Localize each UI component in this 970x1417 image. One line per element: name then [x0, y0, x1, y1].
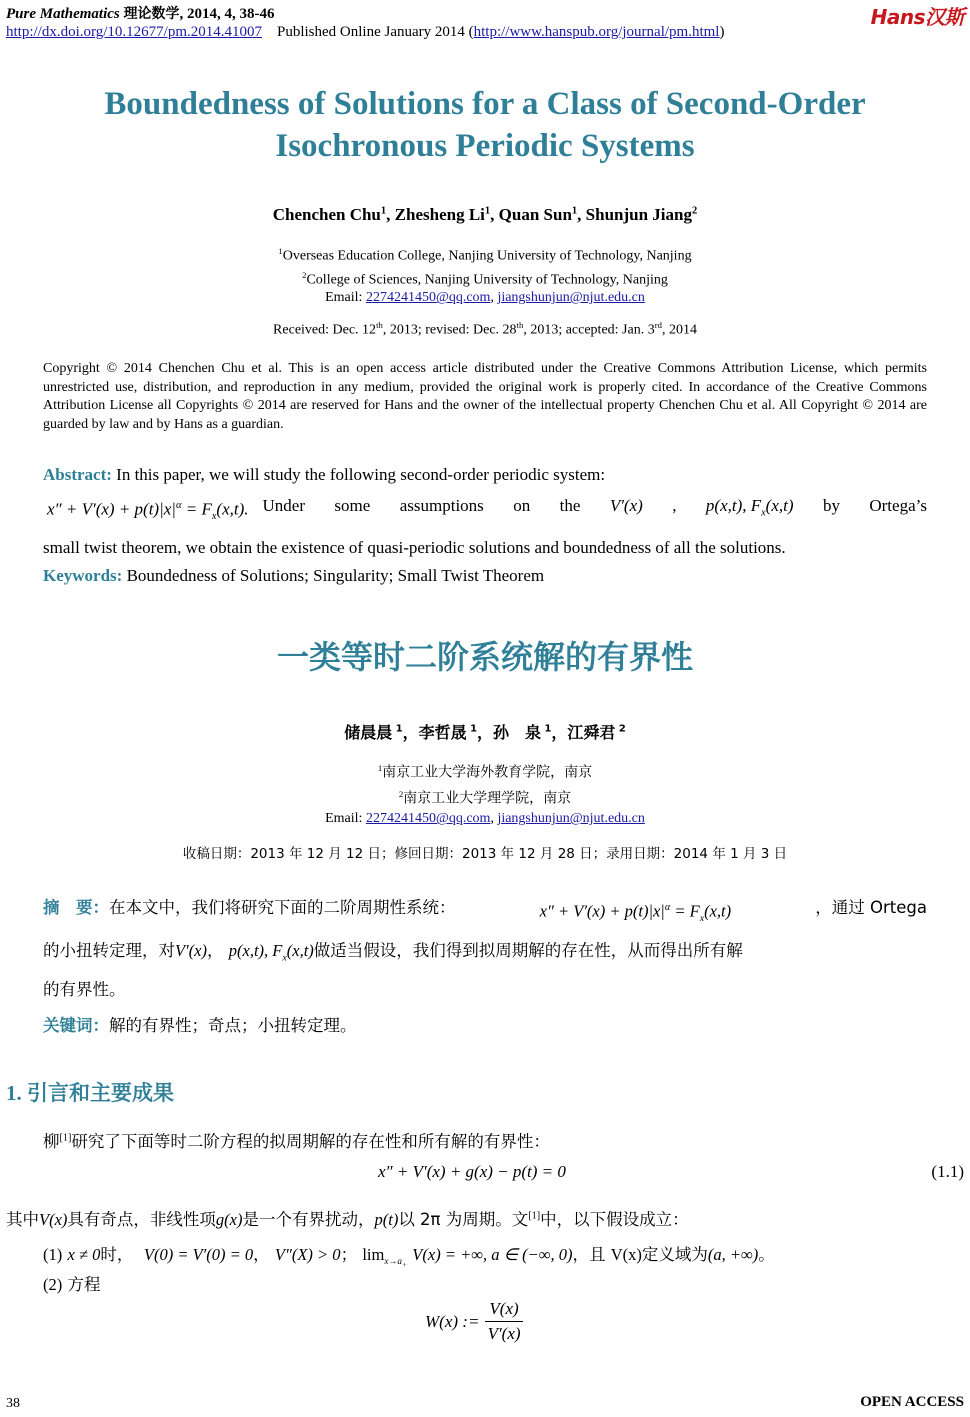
c1-e: V″(X) > 0 [274, 1245, 341, 1264]
eq-cn-part: x″ + V′(x) + p(t)|x| [539, 901, 665, 921]
abstract-cn-line-2 [43, 935, 927, 974]
eq-end: (x,t). [216, 499, 249, 519]
abstract-cn-l2b: ， [207, 940, 229, 960]
abstract-cn-after: ，通过 Ortega [815, 898, 927, 917]
abstract-cn-pf: p(x,t), F [228, 940, 283, 960]
author-1: Chenchen Chu [272, 205, 381, 224]
author-4-sup: 2 [692, 205, 698, 217]
affiliation-cn-1 [0, 758, 970, 784]
affiliation-cn-1-sup: 1 [377, 763, 383, 773]
keywords-cn [43, 1012, 357, 1036]
abstract-cn-equation [540, 892, 731, 935]
eq-sup: α [175, 500, 182, 511]
c1-a: x ≠ 0 [67, 1245, 101, 1264]
journal-name: Pure Mathematics [6, 6, 120, 22]
published-close: ) [719, 24, 725, 40]
email-cn-sep: , [490, 811, 498, 827]
w-numerator: V(x) [485, 1297, 522, 1322]
eq-sub: x [211, 511, 217, 523]
author-cn-3: ，孙 泉 [477, 723, 542, 742]
c1-c: V(0) = V′(0) = 0 [143, 1245, 254, 1264]
authors-cn [0, 720, 970, 743]
affiliation-cn-2-text: 南京工业大学理学院，南京 [403, 790, 572, 807]
affiliation-2 [0, 266, 970, 290]
c1-label: (1) [43, 1245, 63, 1264]
ref-1[interactable]: [1] [59, 1132, 72, 1144]
received-part: Received: Dec. 12 [273, 322, 377, 338]
hans-logo: Hans汉斯 [870, 5, 964, 29]
published-text: Published Online January 2014 ( [276, 24, 474, 40]
author-cn-4: ，江舜君 [551, 723, 616, 742]
p2-p: p(t) [374, 1210, 399, 1229]
author-3: , Quan Sun [490, 205, 572, 224]
p2-g: g(x) [215, 1210, 243, 1229]
abstract-cn-l2c: 做适当假设，我们得到拟周期解的存在性，从而得出所有解 [313, 940, 743, 960]
w-lhs: W(x) := [425, 1311, 480, 1331]
c1-limsub: x→a [384, 1256, 402, 1267]
eq-cn-end: (x,t) [704, 901, 732, 921]
abstract-cn-v: V′(x) [175, 940, 208, 960]
p2-b: 具有奇点，非线性项 [67, 1210, 216, 1229]
eq-cn-sup: α [664, 902, 671, 913]
equation-1-1-number: (1.1) [931, 1162, 964, 1181]
body-paragraph-1 [43, 1128, 550, 1152]
abstract-mid: Under some assumptions on the V′(x) , p(x,t), $F_x(x,t)$ by Ortega’s [249, 490, 928, 532]
abstract-en [43, 459, 927, 563]
journal-link[interactable]: http://www.hanspub.org/journal/pm.html [473, 24, 720, 40]
keywords-text: Boundedness of Solutions; Singularity; Small Twist Theorem [122, 566, 545, 585]
abstract-pf-sub: x [761, 507, 766, 519]
abstract-pf-end: (x,t) [765, 496, 794, 515]
section-heading [6, 1077, 174, 1107]
author-4: , Shunjun Jiang [577, 205, 692, 224]
c1-b: 时， [100, 1245, 134, 1264]
c1-f: ； [340, 1245, 358, 1264]
affiliation-cn-1-text: 南京工业大学海外教育学院，南京 [382, 764, 593, 781]
c1-h: ，且 [572, 1245, 606, 1264]
email-line-cn [0, 809, 970, 829]
open-access-label: OPEN ACCESS [860, 1394, 964, 1410]
page-number: 38 [6, 1396, 20, 1411]
p1-start: 柳 [43, 1132, 60, 1151]
abstract-line-1 [43, 459, 927, 490]
email-label: Email: [325, 290, 366, 306]
condition-2 [43, 1271, 101, 1295]
c1-limsub2: + [401, 1260, 408, 1270]
abstract-equation [43, 490, 249, 532]
abstract-v: V′(x) [609, 496, 643, 515]
c2-text: 方程 [67, 1275, 101, 1294]
c1-i: V(x) [610, 1245, 642, 1264]
accepted-part: , 2013; accepted: Jan. 3 [523, 322, 655, 338]
received-dates-cn: 收稿日期：2013 年 12 月 12 日；修回日期：2013 年 12 月 28 日；录用日期：2014 年 1 月 3 日 [182, 846, 788, 862]
section-number: 1. [6, 1081, 22, 1105]
title-cn: 一类等时二阶系统解的有界性 [276, 638, 693, 676]
w-denominator: V′(x) [487, 1324, 521, 1343]
p2-start: 其中 [6, 1210, 39, 1229]
received-sup: th [376, 320, 383, 330]
author-2-sup: 1 [484, 205, 491, 217]
c2-label: (2) [43, 1275, 63, 1294]
author-3-sup: 1 [571, 205, 578, 217]
keywords-label: Keywords: [43, 566, 123, 585]
abstract-cn-pf-sub: x [282, 952, 287, 964]
email-cn-link-1[interactable]: 2274241450@qq.com [365, 811, 491, 827]
abstract-cn [43, 892, 927, 1006]
author-cn-2: ，李哲晟 [402, 723, 467, 742]
affiliation-1 [0, 242, 970, 266]
c1-g: V(x) = +∞, a ∈ (−∞, 0) [412, 1245, 573, 1264]
c1-lim: lim [362, 1245, 385, 1264]
c1-l: 。 [758, 1245, 775, 1264]
c1-j: 定义域为 [641, 1245, 708, 1264]
p1-text: 研究了下面等时二阶方程的拟周期解的存在性和所有解的有界性： [71, 1132, 550, 1151]
keywords-en [43, 566, 544, 586]
eq-cn-rhs: = F [670, 901, 700, 921]
keywords-cn-text: 解的有界性；奇点；小扭转定理。 [109, 1016, 357, 1035]
received-dates-en [0, 320, 970, 339]
revised-part: , 2013; revised: Dec. 28 [382, 322, 517, 338]
c1-d: ， [253, 1245, 270, 1264]
journal-header [6, 3, 275, 23]
affiliation-cn-2-sup: 2 [398, 788, 404, 799]
keywords-cn-label: 关键词： [43, 1016, 109, 1035]
header-links [6, 24, 724, 41]
affiliations-en [0, 242, 970, 307]
affiliation-2-text: College of Sciences, Nanjing University of Technology, Nanjing [306, 272, 668, 288]
p2-d: 以 2π 为周期。文 [398, 1210, 529, 1229]
abstract-line-3: small twist theorem, we obtain the existence of quasi-periodic solutions and boundedness of all the solutions. [43, 538, 786, 558]
w-definition [425, 1297, 523, 1346]
body-paragraph-2 [6, 1206, 689, 1230]
revised-sup: th [516, 320, 524, 330]
eq-cn-sub: x [699, 912, 705, 924]
accepted-sup: rd [654, 320, 662, 330]
abstract-cn-l2a: 的小扭转定理，对 [43, 940, 175, 960]
author-1-sup: 1 [380, 205, 387, 217]
condition-1 [43, 1241, 775, 1269]
abstract-cn-intro: 在本文中，我们将研究下面的二阶周期性系统： [109, 898, 456, 917]
eq-part: x″ + V′(x) + p(t)|x| [47, 499, 176, 519]
author-2: , Zhesheng Li [386, 205, 485, 224]
affiliation-cn-2 [0, 784, 970, 810]
author-cn-3-sup: 1 [541, 723, 552, 735]
affiliation-2-sup: 2 [302, 269, 307, 280]
p2-c: 是一个有界扰动， [242, 1210, 375, 1229]
abstract-pf: p(x,t), F [705, 496, 762, 515]
title-line-1: Boundedness of Solutions for a Class of Second-Order [104, 86, 866, 122]
abstract-cn-line-3: 的有界性。 [43, 980, 126, 1000]
c1-k: (a, +∞) [707, 1245, 759, 1264]
email-cn-label: Email: [325, 811, 366, 827]
ref-1b[interactable]: [1] [528, 1210, 541, 1222]
abstract-cn-line-1 [43, 892, 927, 935]
author-cn-1: 储晨晨 [344, 723, 393, 742]
email-link-1[interactable]: 2274241450@qq.com [365, 290, 491, 306]
affiliations-cn [0, 758, 970, 829]
author-cn-4-sup: 2 [615, 723, 626, 735]
abstract-line-2 [43, 490, 927, 532]
section-title: 引言和主要成果 [27, 1081, 174, 1105]
journal-name-cn: 理论数学 [123, 6, 180, 22]
abstract-cn-label: 摘 要： [43, 898, 109, 917]
author-cn-1-sup: 1 [392, 723, 403, 735]
email-cn-link-2[interactable]: jiangshunjun@njut.edu.cn [497, 811, 645, 827]
affiliation-1-sup: 1 [278, 246, 283, 256]
email-link-2[interactable]: jiangshunjun@njut.edu.cn [497, 290, 645, 306]
copyright-notice: Copyright © 2014 Chenchen Chu et al. This is an open access article distributed under the Creative Commons Attribution License, which permits unrestricted use, distribution, and reproduction in any medium, provided the original work is properly cited. In accordance of the Creative Commons Attribution License all Copyrights © 2014 are reserved for Hans and the owner of the intellectual property Chenchen Chu et al. All Copyright © 2014 are guarded by law and by Hans as a guardian. [43, 361, 927, 432]
email-sep: , [490, 290, 498, 306]
abstract-intro: In this paper, we will study the following second-order periodic system: [116, 465, 606, 484]
eq-rhs: = F [181, 499, 212, 519]
author-cn-2-sup: 1 [466, 723, 477, 735]
affiliation-1-text: Overseas Education College, Nanjing University of Technology, Nanjing [282, 248, 692, 264]
accepted-year: , 2014 [661, 322, 697, 338]
w-fraction [485, 1297, 522, 1346]
p2-v: V(x) [39, 1210, 68, 1229]
doi-link[interactable]: http://dx.doi.org/10.12677/pm.2014.41007 [6, 24, 262, 40]
email-line-en [0, 289, 970, 307]
journal-issue: , 2014, 4, 38-46 [179, 6, 275, 22]
paper-title [0, 83, 970, 167]
equation-1-1: x″ + V′(x) + g(x) − p(t) = 0 [378, 1162, 566, 1181]
authors-en [0, 205, 970, 225]
p2-e: 中，以下假设成立： [540, 1210, 689, 1229]
abstract-label: Abstract: [43, 465, 112, 484]
abstract-cn-pf-end: (x,t) [286, 940, 314, 960]
title-line-2: Isochronous Periodic Systems [275, 128, 695, 164]
